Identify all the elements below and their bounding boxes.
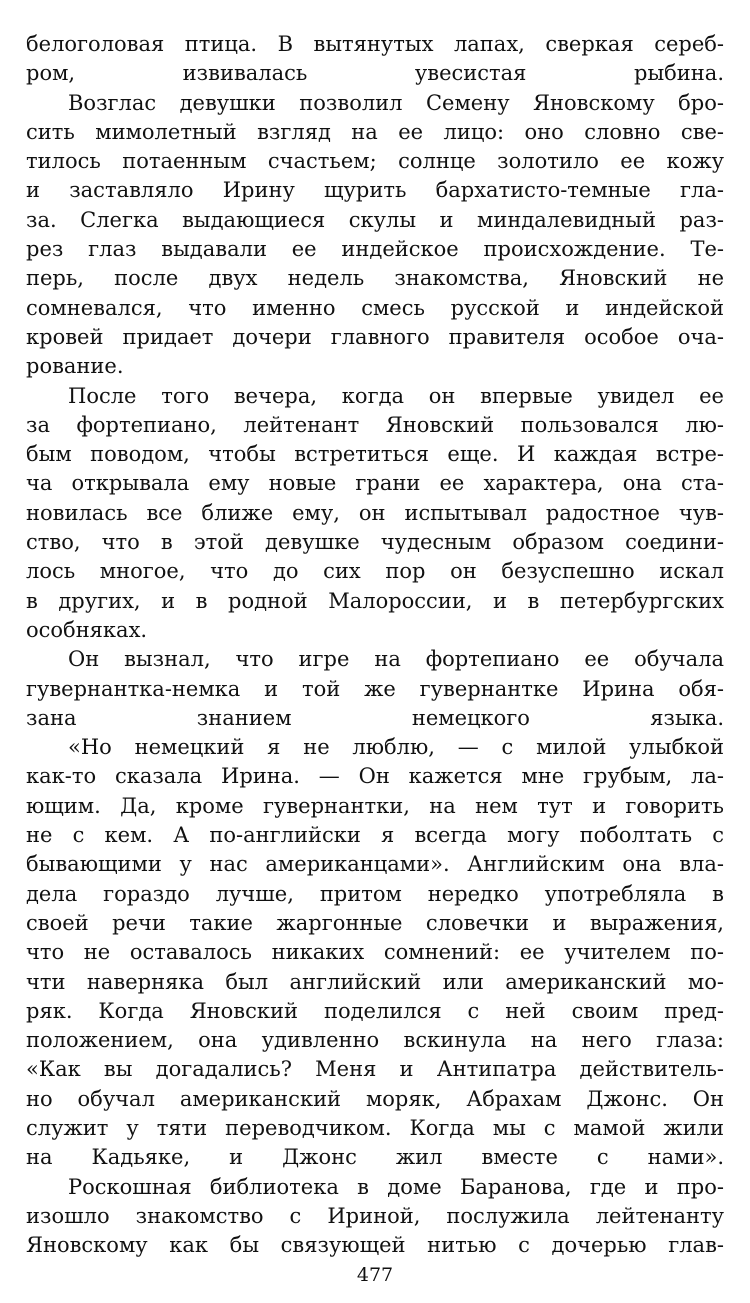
page-number: 477 (356, 1264, 394, 1286)
page-text (26, 30, 724, 1260)
paragraph-4: Он вызнал, что игре на фортепиано ее обучала гувернантка-немка и той же гувернантке Ирина обя- зана знанием немецкого языка. (26, 647, 724, 730)
paragraph-6: Роскошная библиотека в доме Баранова, где и про- изошло знакомство с Ириной, послужила лейтенанту Яновскому как бы связующей нитью с дочерью глав- (26, 1174, 724, 1258)
paragraph-5: «Но немецкий я не люблю, — с милой улыбкой как-то сказала Ирина. — Он кажется мне грубым, ла- ющим. Да, кроме гувернантки, на нем тут и говорить не с кем. А по-английски я всегда могу поболтать с бывающими у нас американцами». Английским она вла- дела гораздо лучше, притом нередко употребляла в своей речи такие жаргонные словечки и выражения, что не оставалось никаких сомнений: ее учителем по- чти наверняка был английский или американский мо- ряк. Когда Яновский поделился с ней своим пред- положением, она удивленно вскинула на него глаза: «Как вы догадались? Меня и Антипатра действитель- но обучал американский моряк, Абрахам Джонс. Он служит у тяти переводчиком. Когда мы с мамой жили на Кадьяке, и Джонс жил вместе с нами». (26, 735, 724, 1170)
paragraph-1: белоголовая птица. В вытянутых лапах, сверкая сереб- ром, извивалась увесистая рыбина. (26, 32, 724, 86)
paragraph-2: Возглас девушки позволил Семену Яновскому бро- сить мимолетный взгляд на ее лицо: оно словно све- тилось потаенным счастьем; солнце золотило ее кожу и заставляло Ирину щурить бархатисто-темные гла- за. Слегка выдающиеся скулы и миндалевидный раз- рез глаз выдавали ее индейское происхождение. Те- перь, после двух недель знакомства, Яновский не сомневался, что именно смесь русской и индейской кровей придает дочери главного правителя особое оча- рование. (26, 90, 724, 379)
paragraph-3: После того вечера, когда он впервые увидел ее за фортепиано, лейтенант Яновский пользовался лю- бым поводом, чтобы встретиться еще. И каждая встре- ча открывала ему новые грани ее характера, она ста- новилась все ближе ему, он испытывал радостное чув- ство, что в этой девушке чудесным образом соедини- лось многое, что до сих пор он безуспешно искал в других, и в родной Малороссии, и в петербургских особняках. (26, 383, 724, 642)
